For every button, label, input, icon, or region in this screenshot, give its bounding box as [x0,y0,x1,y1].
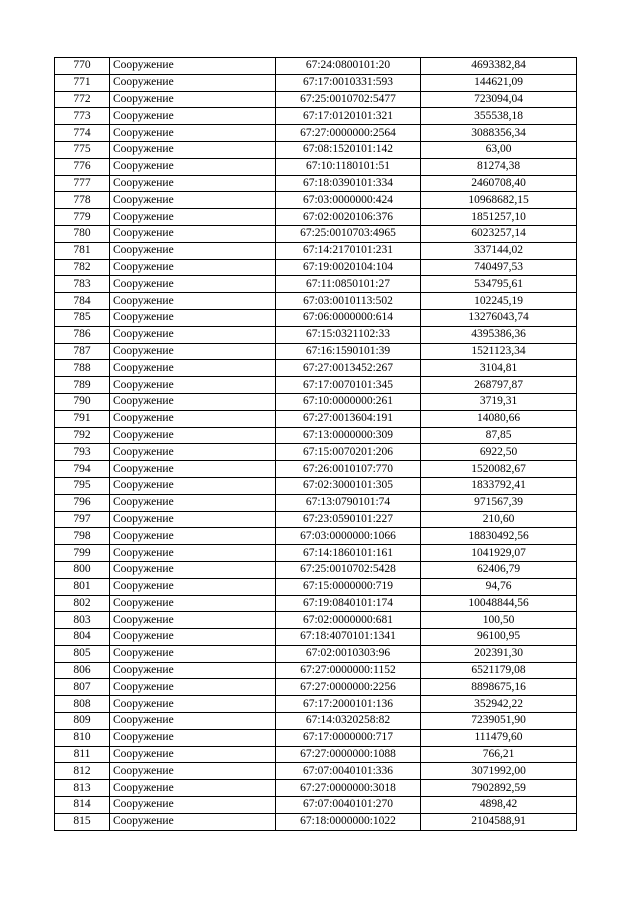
cadastral-value-cell: 202391,30 [421,645,577,662]
row-number-cell: 778 [55,192,110,209]
cadastral-value-cell: 337144,02 [421,242,577,259]
cadastral-value-cell: 1041929,07 [421,545,577,562]
cadastral-value-cell: 7902892,59 [421,780,577,797]
cadastral-number-cell: 67:18:0000000:1022 [276,813,421,830]
table-row [55,545,577,562]
table-row [55,309,577,326]
table-row [55,679,577,696]
object-type-cell: Сооружение [110,259,276,276]
table-row [55,729,577,746]
row-number-cell: 801 [55,578,110,595]
object-type-cell: Сооружение [110,578,276,595]
cadastral-number-cell: 67:26:0010107:770 [276,461,421,478]
row-number-cell: 814 [55,797,110,814]
registry-table [54,57,577,831]
table-row [55,444,577,461]
cadastral-value-cell: 1833792,41 [421,477,577,494]
cadastral-number-cell: 67:18:0390101:334 [276,175,421,192]
row-number-cell: 786 [55,326,110,343]
cadastral-number-cell: 67:17:0010331:593 [276,74,421,91]
object-type-cell: Сооружение [110,108,276,125]
cadastral-number-cell: 67:27:0000000:2256 [276,679,421,696]
table-row [55,477,577,494]
row-number-cell: 810 [55,729,110,746]
object-type-cell: Сооружение [110,276,276,293]
object-type-cell: Сооружение [110,175,276,192]
row-number-cell: 779 [55,209,110,226]
table-row [55,578,577,595]
cadastral-number-cell: 67:03:0000000:424 [276,192,421,209]
cadastral-number-cell: 67:02:3000101:305 [276,477,421,494]
object-type-cell: Сооружение [110,545,276,562]
object-type-cell: Сооружение [110,192,276,209]
table-row [55,645,577,662]
cadastral-value-cell: 723094,04 [421,91,577,108]
row-number-cell: 805 [55,645,110,662]
row-number-cell: 790 [55,393,110,410]
cadastral-value-cell: 1521123,34 [421,343,577,360]
table-row [55,427,577,444]
row-number-cell: 774 [55,125,110,142]
row-number-cell: 813 [55,780,110,797]
cadastral-value-cell: 96100,95 [421,629,577,646]
cadastral-number-cell: 67:14:0320258:82 [276,713,421,730]
row-number-cell: 784 [55,293,110,310]
table-row [55,58,577,75]
registry-table-body [55,58,577,831]
cadastral-value-cell: 4693382,84 [421,58,577,75]
cadastral-value-cell: 2104588,91 [421,813,577,830]
cadastral-number-cell: 67:02:0000000:681 [276,612,421,629]
object-type-cell: Сооружение [110,813,276,830]
object-type-cell: Сооружение [110,729,276,746]
cadastral-number-cell: 67:15:0321102:33 [276,326,421,343]
cadastral-value-cell: 6023257,14 [421,225,577,242]
cadastral-number-cell: 67:13:0000000:309 [276,427,421,444]
table-row [55,74,577,91]
row-number-cell: 789 [55,377,110,394]
object-type-cell: Сооружение [110,763,276,780]
object-type-cell: Сооружение [110,662,276,679]
object-type-cell: Сооружение [110,343,276,360]
row-number-cell: 772 [55,91,110,108]
object-type-cell: Сооружение [110,477,276,494]
row-number-cell: 809 [55,713,110,730]
object-type-cell: Сооружение [110,645,276,662]
object-type-cell: Сооружение [110,713,276,730]
cadastral-number-cell: 67:03:0010113:502 [276,293,421,310]
cadastral-value-cell: 210,60 [421,511,577,528]
table-row [55,225,577,242]
cadastral-value-cell: 3719,31 [421,393,577,410]
cadastral-value-cell: 2460708,40 [421,175,577,192]
cadastral-number-cell: 67:23:0590101:227 [276,511,421,528]
row-number-cell: 773 [55,108,110,125]
cadastral-value-cell: 3088356,34 [421,125,577,142]
object-type-cell: Сооружение [110,158,276,175]
cadastral-number-cell: 67:07:0040101:270 [276,797,421,814]
row-number-cell: 770 [55,58,110,75]
object-type-cell: Сооружение [110,326,276,343]
table-row [55,259,577,276]
cadastral-number-cell: 67:25:0010702:5477 [276,91,421,108]
object-type-cell: Сооружение [110,461,276,478]
cadastral-value-cell: 94,76 [421,578,577,595]
cadastral-value-cell: 1851257,10 [421,209,577,226]
row-number-cell: 815 [55,813,110,830]
object-type-cell: Сооружение [110,629,276,646]
cadastral-value-cell: 10048844,56 [421,595,577,612]
cadastral-number-cell: 67:25:0010703:4965 [276,225,421,242]
document-page [54,57,577,831]
row-number-cell: 792 [55,427,110,444]
row-number-cell: 780 [55,225,110,242]
object-type-cell: Сооружение [110,561,276,578]
row-number-cell: 796 [55,494,110,511]
table-row [55,763,577,780]
object-type-cell: Сооружение [110,427,276,444]
table-row [55,108,577,125]
cadastral-value-cell: 971567,39 [421,494,577,511]
cadastral-number-cell: 67:14:1860101:161 [276,545,421,562]
cadastral-number-cell: 67:03:0000000:1066 [276,528,421,545]
table-row [55,326,577,343]
table-row [55,662,577,679]
cadastral-value-cell: 6521179,08 [421,662,577,679]
row-number-cell: 807 [55,679,110,696]
cadastral-number-cell: 67:02:0010303:96 [276,645,421,662]
object-type-cell: Сооружение [110,595,276,612]
row-number-cell: 812 [55,763,110,780]
object-type-cell: Сооружение [110,74,276,91]
row-number-cell: 788 [55,360,110,377]
object-type-cell: Сооружение [110,91,276,108]
row-number-cell: 803 [55,612,110,629]
row-number-cell: 797 [55,511,110,528]
cadastral-number-cell: 67:16:1590101:39 [276,343,421,360]
cadastral-value-cell: 18830492,56 [421,528,577,545]
cadastral-value-cell: 111479,60 [421,729,577,746]
cadastral-number-cell: 67:17:0120101:321 [276,108,421,125]
cadastral-number-cell: 67:11:0850101:27 [276,276,421,293]
cadastral-number-cell: 67:18:4070101:1341 [276,629,421,646]
row-number-cell: 793 [55,444,110,461]
table-row [55,175,577,192]
object-type-cell: Сооружение [110,293,276,310]
cadastral-number-cell: 67:08:1520101:142 [276,141,421,158]
cadastral-value-cell: 6922,50 [421,444,577,461]
cadastral-value-cell: 10968682,15 [421,192,577,209]
row-number-cell: 783 [55,276,110,293]
cadastral-number-cell: 67:06:0000000:614 [276,309,421,326]
table-row [55,528,577,545]
object-type-cell: Сооружение [110,242,276,259]
cadastral-value-cell: 14080,66 [421,410,577,427]
cadastral-value-cell: 1520082,67 [421,461,577,478]
cadastral-value-cell: 102245,19 [421,293,577,310]
cadastral-value-cell: 7239051,90 [421,713,577,730]
table-row [55,561,577,578]
row-number-cell: 811 [55,746,110,763]
row-number-cell: 795 [55,477,110,494]
table-row [55,192,577,209]
cadastral-value-cell: 3104,81 [421,360,577,377]
cadastral-value-cell: 3071992,00 [421,763,577,780]
object-type-cell: Сооружение [110,444,276,461]
cadastral-number-cell: 67:24:0800101:20 [276,58,421,75]
cadastral-value-cell: 13276043,74 [421,309,577,326]
cadastral-value-cell: 740497,53 [421,259,577,276]
row-number-cell: 799 [55,545,110,562]
table-row [55,746,577,763]
cadastral-value-cell: 4898,42 [421,797,577,814]
row-number-cell: 804 [55,629,110,646]
cadastral-number-cell: 67:27:0013452:267 [276,360,421,377]
object-type-cell: Сооружение [110,511,276,528]
table-row [55,713,577,730]
object-type-cell: Сооружение [110,410,276,427]
cadastral-number-cell: 67:27:0013604:191 [276,410,421,427]
row-number-cell: 791 [55,410,110,427]
row-number-cell: 806 [55,662,110,679]
cadastral-number-cell: 67:27:0000000:2564 [276,125,421,142]
table-row [55,780,577,797]
cadastral-number-cell: 67:27:0000000:3018 [276,780,421,797]
row-number-cell: 800 [55,561,110,578]
object-type-cell: Сооружение [110,225,276,242]
table-row [55,242,577,259]
cadastral-number-cell: 67:13:0790101:74 [276,494,421,511]
cadastral-number-cell: 67:19:0840101:174 [276,595,421,612]
object-type-cell: Сооружение [110,679,276,696]
object-type-cell: Сооружение [110,309,276,326]
row-number-cell: 808 [55,696,110,713]
cadastral-number-cell: 67:25:0010702:5428 [276,561,421,578]
cadastral-number-cell: 67:15:0070201:206 [276,444,421,461]
row-number-cell: 794 [55,461,110,478]
table-row [55,276,577,293]
cadastral-value-cell: 4395386,36 [421,326,577,343]
row-number-cell: 776 [55,158,110,175]
cadastral-value-cell: 63,00 [421,141,577,158]
cadastral-value-cell: 766,21 [421,746,577,763]
row-number-cell: 771 [55,74,110,91]
table-row [55,91,577,108]
row-number-cell: 777 [55,175,110,192]
table-row [55,494,577,511]
object-type-cell: Сооружение [110,612,276,629]
row-number-cell: 798 [55,528,110,545]
row-number-cell: 802 [55,595,110,612]
object-type-cell: Сооружение [110,696,276,713]
object-type-cell: Сооружение [110,494,276,511]
cadastral-value-cell: 144621,09 [421,74,577,91]
object-type-cell: Сооружение [110,797,276,814]
table-row [55,511,577,528]
cadastral-number-cell: 67:15:0000000:719 [276,578,421,595]
object-type-cell: Сооружение [110,780,276,797]
table-row [55,141,577,158]
table-row [55,612,577,629]
object-type-cell: Сооружение [110,58,276,75]
cadastral-value-cell: 81274,38 [421,158,577,175]
cadastral-value-cell: 8898675,16 [421,679,577,696]
table-row [55,629,577,646]
object-type-cell: Сооружение [110,377,276,394]
table-row [55,343,577,360]
object-type-cell: Сооружение [110,125,276,142]
cadastral-number-cell: 67:02:0020106:376 [276,209,421,226]
row-number-cell: 775 [55,141,110,158]
table-row [55,797,577,814]
object-type-cell: Сооружение [110,360,276,377]
row-number-cell: 785 [55,309,110,326]
cadastral-number-cell: 67:19:0020104:104 [276,259,421,276]
cadastral-number-cell: 67:10:1180101:51 [276,158,421,175]
cadastral-value-cell: 352942,22 [421,696,577,713]
object-type-cell: Сооружение [110,209,276,226]
row-number-cell: 782 [55,259,110,276]
row-number-cell: 787 [55,343,110,360]
cadastral-number-cell: 67:27:0000000:1088 [276,746,421,763]
cadastral-number-cell: 67:17:0070101:345 [276,377,421,394]
table-row [55,461,577,478]
table-row [55,595,577,612]
cadastral-number-cell: 67:07:0040101:336 [276,763,421,780]
cadastral-number-cell: 67:17:0000000:717 [276,729,421,746]
cadastral-number-cell: 67:17:2000101:136 [276,696,421,713]
table-row [55,158,577,175]
table-row [55,696,577,713]
table-row [55,125,577,142]
cadastral-value-cell: 87,85 [421,427,577,444]
table-row [55,410,577,427]
row-number-cell: 781 [55,242,110,259]
table-row [55,393,577,410]
object-type-cell: Сооружение [110,141,276,158]
table-row [55,360,577,377]
cadastral-number-cell: 67:10:0000000:261 [276,393,421,410]
cadastral-number-cell: 67:14:2170101:231 [276,242,421,259]
object-type-cell: Сооружение [110,746,276,763]
table-row [55,377,577,394]
object-type-cell: Сооружение [110,528,276,545]
table-row [55,813,577,830]
cadastral-value-cell: 268797,87 [421,377,577,394]
table-row [55,209,577,226]
table-row [55,293,577,310]
cadastral-value-cell: 534795,61 [421,276,577,293]
cadastral-number-cell: 67:27:0000000:1152 [276,662,421,679]
cadastral-value-cell: 62406,79 [421,561,577,578]
object-type-cell: Сооружение [110,393,276,410]
cadastral-value-cell: 355538,18 [421,108,577,125]
cadastral-value-cell: 100,50 [421,612,577,629]
